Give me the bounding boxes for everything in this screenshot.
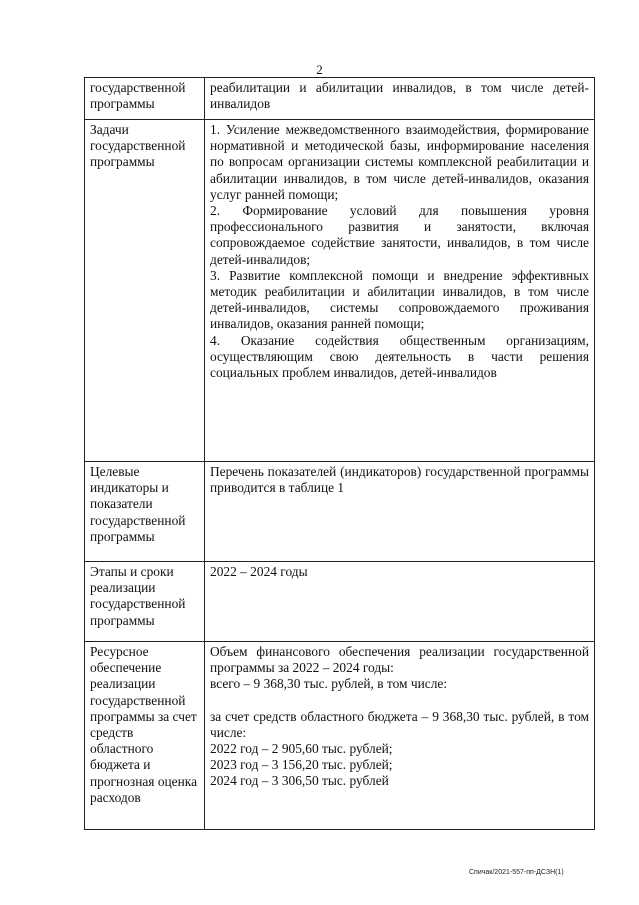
row-label: Задачи государственной программы [85, 120, 205, 462]
row-content [205, 462, 595, 562]
row-label: государственной программы [85, 78, 205, 120]
funding-year-2024: 2024 год – 3 306,50 тыс. рублей [210, 773, 389, 789]
table-row-program-tasks [85, 120, 595, 462]
passport-table [84, 77, 595, 830]
task-item: 1. Усиление межведомственного взаимодействия, формирование нормативной и методической базы, информирование населения по вопросам организации системы комплексной реабилитации и абилитации инвалидов, в том числе детей-инвалидов, оказания услуг ранней помощи; [210, 122, 589, 202]
spacer [210, 693, 589, 709]
table-row-resource-provision [85, 642, 595, 830]
funding-total: всего – 9 368,30 тыс. рублей, в том числе: [210, 676, 448, 692]
document-code: Спичак/2021-557-пп-ДСЗН(1) [469, 869, 564, 876]
page-number: 2 [316, 62, 323, 77]
funding-year-2023: 2023 год – 3 156,20 тыс. рублей; [210, 757, 393, 773]
row-label: Этапы и сроки реализации государственной программы [85, 562, 205, 642]
row-content [205, 562, 595, 642]
terms-text: 2022 – 2024 годы [210, 564, 308, 579]
table-row-program-goal-continued [85, 78, 595, 120]
table-row-stages-terms [85, 562, 595, 642]
table-row-target-indicators [85, 462, 595, 562]
row-label: Ресурсное обеспечение реализации государственной программы за счет средств областного бюджета и прогнозная оценка расходов [85, 642, 205, 830]
row-content [205, 120, 595, 462]
task-item: 2. Формирование условий для повышения уровня профессионального развития и занятости, включая сопровождаемое содействие занятости, инвалидов, в том числе детей-инвалидов; [210, 203, 589, 267]
task-item: 4. Оказание содействия общественным организациям, осуществляющим свою деятельность в части решения социальных проблем инвалидов, детей-инвалидов [210, 332, 589, 381]
funding-year-2022: 2022 год – 2 905,60 тыс. рублей; [210, 741, 393, 757]
goal-text: реабилитации и абилитации инвалидов, в том числе детей-инвалидов [210, 80, 589, 112]
row-content [205, 642, 595, 830]
row-label: Целевые индикаторы и показатели государственной программы [85, 462, 205, 562]
funding-regional: за счет средств областного бюджета – 9 368,30 тыс. рублей, в том числе: [210, 708, 589, 740]
indicators-text: Перечень показателей (индикаторов) государственной программы приводится в таблице 1 [210, 464, 589, 496]
row-content [205, 78, 595, 120]
funding-intro: Объем финансового обеспечения реализации государственной программы за 2022 – 2024 годы: [210, 644, 589, 676]
task-item: 3. Развитие комплексной помощи и внедрение эффективных методик реабилитации и абилитации инвалидов, в том числе детей-инвалидов, системы сопровождаемого проживания инвалидов, оказания ранней помощи; [210, 267, 589, 332]
